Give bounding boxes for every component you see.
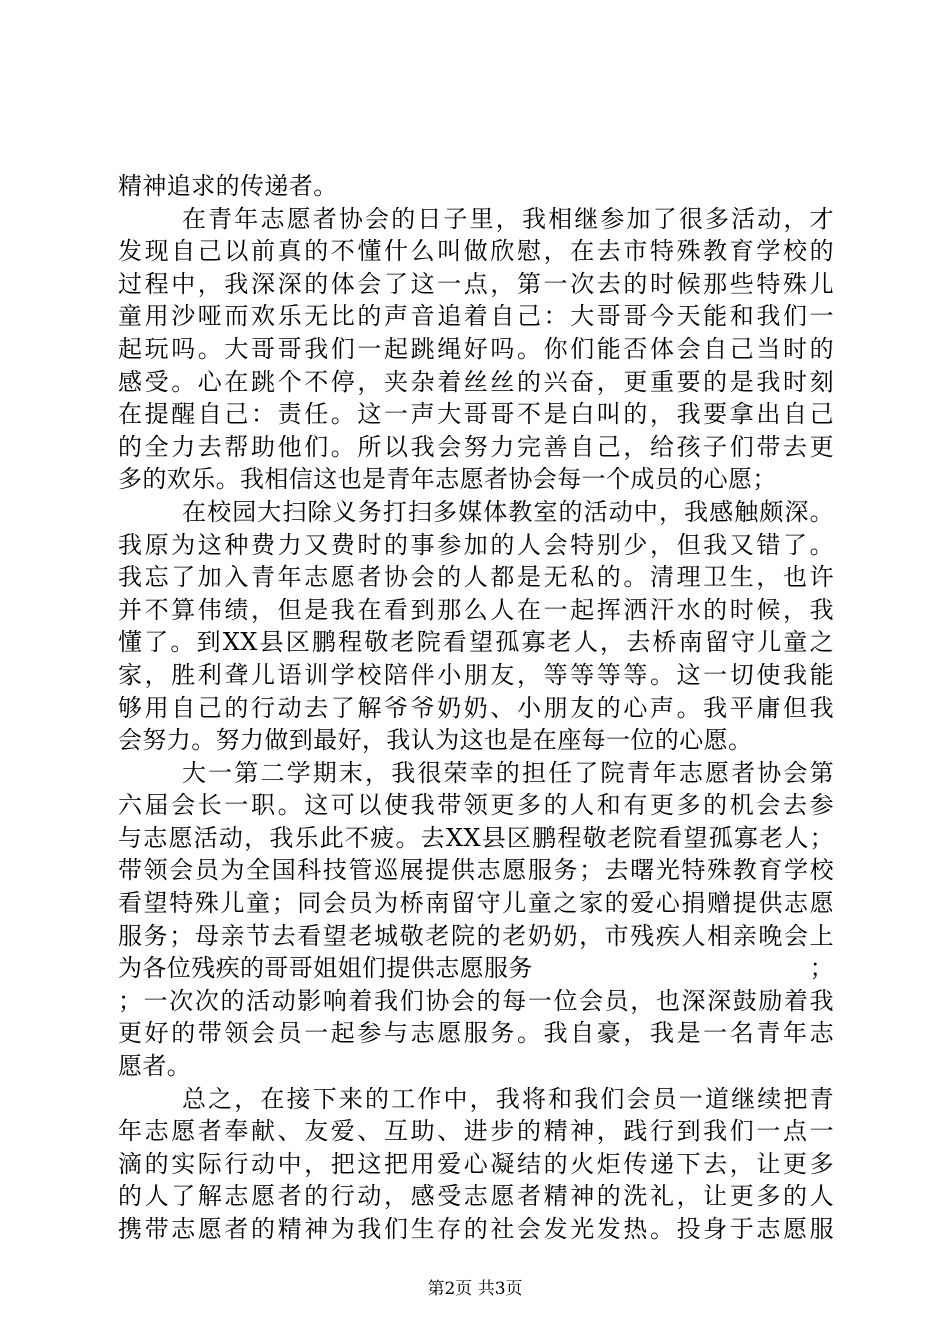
text-line: 童用沙哑而欢乐无比的声音追着自己：大哥哥今天能和我们一 [118,302,834,331]
text-line: 精神追求的传递者。 [118,172,338,200]
text-line: 家，胜利聋儿语训学校陪伴小朋友，等等等等。这一切使我能 [118,660,834,689]
text-line: 起玩吗。大哥哥我们一起跳绳好吗。你们能否体会自己当时的 [118,334,834,363]
text-line-left: 为各位残疾的哥哥姐姐们提供志愿服务 [118,954,533,983]
text-line: 我原为这种费力又费时的事参加的人会特别少，但我又错了。 [118,530,834,559]
text-line: ；一次次的活动影响着我们协会的每一位会员，也深深鼓励着我 [118,986,834,1015]
text-line: 我忘了加入青年志愿者协会的人都是无私的。清理卫生，也许 [118,563,834,592]
text-line: 懂了。到XX县区鹏程敬老院看望孤寡老人，去桥南留守儿童之 [118,628,834,657]
text-line: 够用自己的行动去了解爷爷奶奶、小朋友的心声。我平庸但我 [118,693,834,722]
page-number-footer: 第2页 共3页 [427,1279,523,1299]
text-line: 更好的带领会员一起参与志愿服务。我自豪，我是一名青年志 [118,1019,834,1048]
text-line-split [118,952,834,985]
text-line: 会努力。努力做到最好，我认为这也是在座每一位的心愿。 [118,726,753,755]
paragraph-first-line: 在校园大扫除义务打扫多媒体教室的活动中，我感触颇深。 [182,497,834,526]
text-line: 感受。心在跳个不停，夹杂着丝丝的兴奋，更重要的是我时刻 [118,367,834,396]
text-line: 六届会长一职。这可以使我带领更多的人和有更多的机会去参 [118,791,834,820]
text-line: 年志愿者奉献、友爱、互助、进步的精神，践行到我们一点一 [118,1117,834,1146]
paragraph-first-line: 大一第二学期末，我很荣幸的担任了院青年志愿者协会第 [182,758,834,787]
paragraph-first-line: 在青年志愿者协会的日子里，我相继参加了很多活动，才 [182,204,834,233]
text-line: 带领会员为全国科技管巡展提供志愿服务；去曙光特殊教育学校 [118,856,834,885]
text-line: 发现自己以前真的不懂什么叫做欣慰，在去市特殊教育学校的 [118,237,834,266]
text-line: 看望特殊儿童；同会员为桥南留守儿童之家的爱心捐赠提供志愿 [118,889,834,918]
text-line: 与志愿活动，我乐此不疲。去XX县区鹏程敬老院看望孤寡老人； [118,823,834,852]
text-line: 愿者。 [118,1052,192,1081]
text-line: 携带志愿者的精神为我们生存的社会发光发热。投身于志愿服 [118,1215,834,1243]
text-line: 滴的实际行动中，把这把用爱心凝结的火炬传递下去，让更多 [118,1149,834,1178]
text-line: 并不算伟绩，但是我在看到那么人在一起挥洒汗水的时候，我 [118,595,834,624]
text-line: 在提醒自己：责任。这一声大哥哥不是白叫的，我要拿出自己 [118,400,834,429]
text-line: 过程中，我深深的体会了这一点，第一次去的时候那些特殊儿 [118,269,834,298]
text-line: 服务；母亲节去看望老城敬老院的老奶奶，市残疾人相亲晚会上 [118,921,834,950]
text-line: 的人了解志愿者的行动，感受志愿者精神的洗礼，让更多的人 [118,1182,834,1211]
paragraph-first-line: 总之，在接下来的工作中，我将和我们会员一道继续把青 [182,1084,834,1113]
document-body [118,170,834,1246]
text-line: 的全力去帮助他们。所以我会努力完善自己，给孩子们带去更 [118,432,834,461]
text-line: 多的欢乐。我相信这也是青年志愿者协会每一个成员的心愿； [118,465,777,494]
text-line-right: ； [809,954,834,983]
